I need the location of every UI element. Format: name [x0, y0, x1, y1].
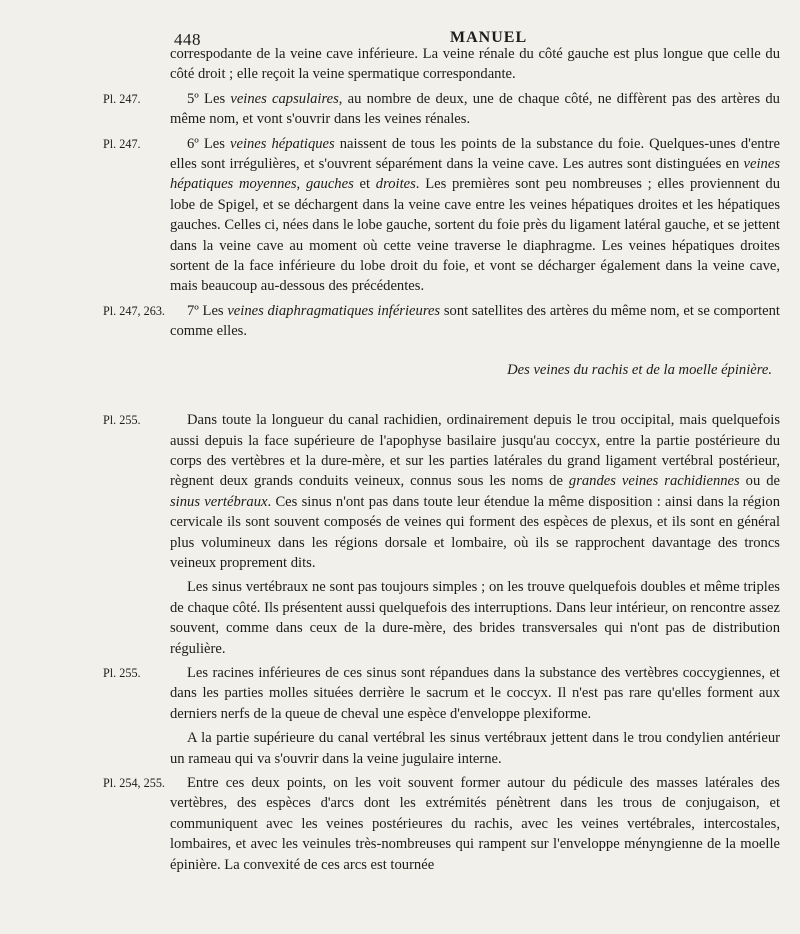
paragraph — [170, 728, 780, 769]
italic-term: grandes veines rachidiennes — [568, 473, 740, 490]
paragraph — [103, 410, 780, 573]
italic-term: veines hépatiques — [229, 135, 335, 152]
text-run: naissent de tous les points de la substance du foie. Quelques-unes d'entre elles sont irrégulières, et s'ouvrent séparément dans la veine cave. Les autres sont distinguées en — [170, 135, 780, 173]
italic-term: veines hépatiques moyennes — [170, 156, 780, 193]
margin-plate-reference: Pl. 255. — [103, 413, 141, 428]
paragraph — [103, 663, 780, 724]
text-run: Entre ces deux points, on les voit souvent former autour du pédicule des masses latérales des vertèbres, des espèces d'arcs dont les extrémités pénètrent dans les trous de conjugaison, et communiquent avec les veines postérieures du rachis, avec les veines vertébrales, intercostales, lombaires, et avec les veinules très-nombreuses qui rampent sur l'enveloppe ményngienne de la moelle épinière. La convexité de ces arcs est tournée — [170, 775, 780, 873]
paragraph-group-2 — [103, 410, 780, 875]
margin-plate-reference: Pl. 255. — [103, 665, 141, 680]
text-run: Les racines inférieures de ces sinus sont répandues dans la substance des vertèbres coccygiennes, et dans les parties molles situées derrière le sacrum et le coccyx. Il n'est pas rare qu'elles forment aux derniers nerfs de la queue de cheval une espèce d'enveloppe plexiforme. — [170, 664, 780, 722]
italic-term: gauches — [305, 176, 354, 193]
paragraph — [103, 89, 780, 130]
text-run: correspodante de la veine cave inférieure. La veine rénale du côté gauche est plus longue que celle du côté droit ; elle reçoit la veine spermatique correspondante. — [170, 46, 780, 83]
page-header — [0, 16, 800, 49]
italic-term: veines capsulaires — [230, 90, 339, 107]
text-run: , — [296, 176, 306, 193]
text-run: . Les premières sont peu nombreuses ; elles proviennent du lobe de Spigel, et se déchargent dans la veine cave entre les veines hépatiques droites et les hépatiques gauches. Celles ci, nées dans le lobe gauche, sortent du foie près du ligament latéral gauche, et se jettent dans la veine cave au moment où cette veine traverse le diaphragme. Les veines hépatiques droites sortent de la face inférieure du lobe droit du foie, et vont se décharger également dans la veine cave, mais beaucoup au-dessous des précédentes. — [170, 176, 780, 295]
text-run: 7º Les — [187, 302, 228, 319]
margin-plate-reference: Pl. 247. — [103, 136, 141, 151]
paragraph-group-1 — [103, 44, 780, 342]
margin-plate-reference: Pl. 254, 255. — [103, 776, 165, 790]
text-run: sont satellites des artères du même nom, et se comportent comme elles. — [170, 302, 780, 340]
paragraph — [103, 134, 780, 297]
italic-term: droites — [375, 176, 416, 193]
text-run: 6º Les — [187, 135, 230, 152]
italic-term: sinus vertébraux — [170, 493, 268, 510]
margin-plate-reference: Pl. 247. — [103, 91, 141, 106]
text-run: Dans toute la longueur du canal rachidien, ordinairement depuis le trou occipital, mais quelquefois aussi depuis la face supérieure de l'apophyse basilaire jusqu'au coccyx, entre la partie postérieure du corps des vertèbres et la dure-mère, et sur les parties latérales du grand ligament vertébral postérieur, règnent deux grands conduits veineux, connus sous les noms de — [170, 412, 780, 490]
text-run: A la partie supérieure du canal vertébral les sinus vertébraux jettent dans le trou condylien antérieur un rameau qui va s'ouvrir dans la veine jugulaire interne. — [170, 730, 780, 767]
page-number: 448 — [174, 30, 201, 49]
running-title: MANUEL — [450, 29, 528, 46]
text-run: , au nombre de deux, une de chaque côté, ne diffèrent pas des artères du même nom, et vont s'ouvrir dans les veines rénales. — [170, 90, 780, 128]
italic-term: veines diaphragmatiques inférieures — [227, 302, 441, 319]
paragraph — [170, 44, 780, 85]
text-run: et — [353, 176, 376, 193]
body-text — [103, 44, 780, 875]
paragraph — [170, 577, 780, 659]
margin-plate-reference: Pl. 247, 263. — [103, 303, 165, 318]
section-heading: Des veines du rachis et de la moelle épinière. — [507, 361, 772, 378]
paragraph — [103, 773, 780, 875]
text-run: . Ces sinus n'ont pas dans toute leur étendue la même disposition : ainsi dans la région cervicale ils sont souvent composés de veines qui forment des espèces de plexus, et ils sont en général plus volumineux dans les régions dorsale et lombaire, où ils se rapprochent davantage des troncs veineux proprement dits. — [170, 493, 780, 571]
text-run: Les sinus vertébraux ne sont pas toujours simples ; on les trouve quelquefois doubles et même triples de chaque côté. Ils présentent aussi quelquefois des interruptions. Dans leur intérieur, on rencontre assez souvent, comme dans ceux de la dure-mère, des brides transversales qui n'ont pas de distribution régulière. — [170, 579, 780, 657]
paragraph — [103, 301, 780, 342]
text-run: 5º Les — [187, 90, 231, 107]
text-run: ou de — [739, 473, 780, 490]
